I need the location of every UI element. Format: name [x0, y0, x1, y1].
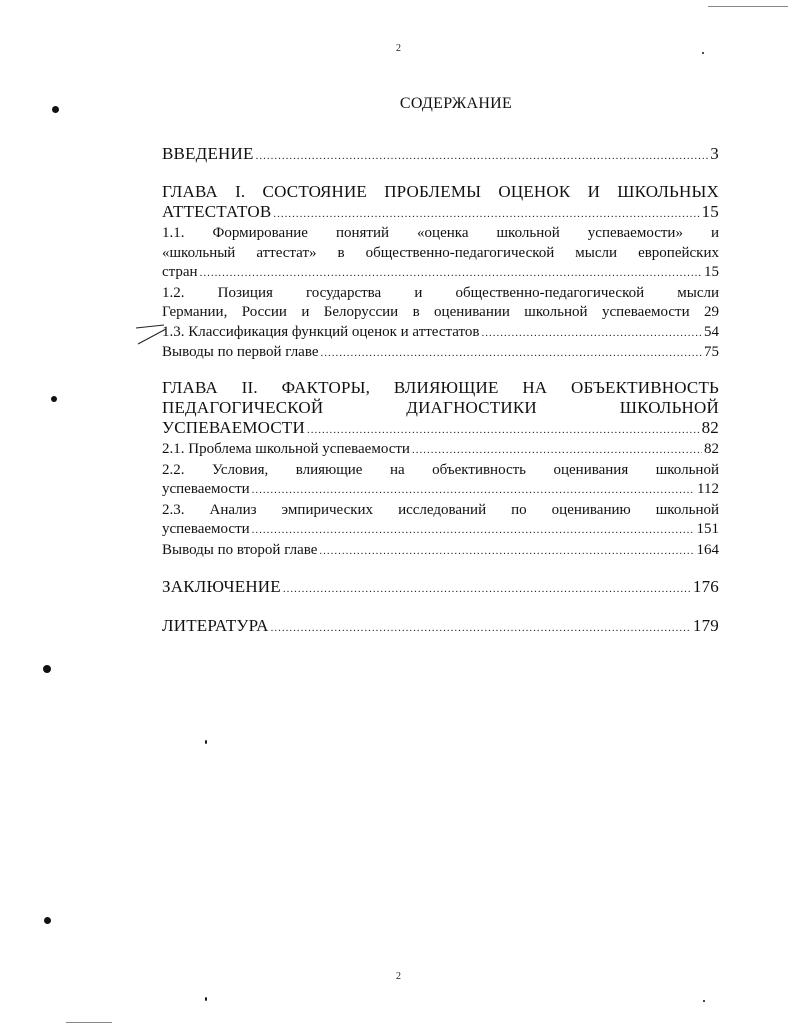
toc-page: 82 [701, 418, 719, 437]
leader-dots [256, 146, 709, 166]
scan-line [66, 1022, 112, 1023]
toc-label: Выводы по первой главе [162, 344, 319, 360]
toc-label: ВВЕДЕНИЕ [162, 144, 254, 163]
toc-entry-chapter-1-conclusions [162, 343, 719, 364]
leader-dots [200, 264, 702, 284]
toc-entry-chapter-2 [162, 418, 719, 440]
toc-label: АТТЕСТАТОВ [162, 202, 272, 221]
toc-page: 112 [697, 481, 719, 497]
leader-dots [283, 579, 691, 599]
toc-literature [162, 616, 719, 638]
scan-line [708, 6, 788, 7]
section-1-1-line2: «школьный аттестат» в общественно-педагогической мысли европейских [162, 244, 719, 261]
section-1-2-line1: 1.2. Позиция государства и общественно-педагогической мысли [162, 284, 719, 301]
toc-chapter-1 [162, 182, 719, 364]
leader-dots [319, 542, 694, 562]
toc-intro [162, 144, 719, 166]
toc-page: 75 [704, 344, 719, 360]
scan-speck [205, 740, 207, 744]
toc-entry-section-1-3 [162, 323, 719, 344]
toc-entry-literature [162, 616, 719, 638]
toc-page: 164 [696, 541, 719, 558]
toc-label: УСПЕВАЕМОСТИ [162, 418, 305, 437]
toc-entry-section-1-1 [162, 263, 719, 284]
toc-label: ЛИТЕРАТУРА [162, 616, 269, 635]
scan-speck [702, 52, 704, 54]
leader-dots [321, 344, 703, 364]
page-number-bottom: 2 [396, 971, 401, 982]
toc-label: ЗАКЛЮЧЕНИЕ [162, 577, 281, 596]
toc-entry-section-2-1 [162, 440, 719, 461]
section-2-3-line1: 2.3. Анализ эмпирических исследований по оцениванию школьной [162, 501, 719, 518]
scan-speck [51, 396, 57, 402]
section-2-2-line1: 2.2. Условия, влияющие на объективность оценивания школьной [162, 461, 719, 478]
toc-entry-conclusion [162, 577, 719, 599]
toc-label: успеваемости [162, 481, 250, 497]
toc-page: 179 [692, 616, 719, 635]
chapter-2-title-line2: ПЕДАГОГИЧЕСКОЙ ДИАГНОСТИКИ ШКОЛЬНОЙ [162, 398, 719, 417]
toc-entry-intro [162, 144, 719, 166]
toc-page: 3 [710, 144, 719, 163]
scan-speck [52, 106, 59, 113]
toc-page: 15 [701, 202, 719, 221]
toc-page: 82 [704, 441, 719, 457]
page-number-top: 2 [396, 43, 401, 54]
section-1-2-line2: Германии, России и Белоруссии в оценивании школьной успеваемости 29 [162, 304, 719, 320]
chapter-2-title-line1: ГЛАВА II. ФАКТОРЫ, ВЛИЯЮЩИЕ НА ОБЪЕКТИВНОСТЬ [162, 378, 719, 397]
page-title: СОДЕРЖАНИЕ [399, 95, 513, 112]
toc-label: успеваемости [162, 521, 250, 537]
toc-label: стран [162, 264, 198, 280]
leader-dots [252, 521, 695, 541]
toc-chapter-2 [162, 378, 719, 561]
scan-speck [44, 917, 51, 924]
toc-page: 151 [696, 521, 719, 537]
section-1-1-line1: 1.1. Формирование понятий «оценка школьной успеваемости» и [162, 225, 719, 241]
toc-label: 2.1. Проблема школьной успеваемости [162, 441, 410, 457]
scan-speck [205, 997, 207, 1001]
toc-conclusion [162, 577, 719, 599]
toc-entry-chapter-2-conclusions [162, 541, 719, 562]
leader-dots [307, 420, 700, 440]
toc-label: Выводы по второй главе [162, 541, 318, 558]
leader-dots [273, 204, 699, 224]
toc-entry-section-2-3 [162, 520, 719, 541]
scan-speck [703, 1000, 705, 1002]
toc-entry-chapter-1 [162, 202, 719, 224]
toc-page: 176 [692, 577, 719, 596]
toc-page: 54 [704, 323, 719, 340]
scan-speck [43, 665, 51, 673]
toc-label: 1.3. Классификация функций оценок и аттестатов [162, 323, 480, 340]
pen-mark [134, 322, 170, 348]
leader-dots [481, 324, 702, 344]
toc-entry-section-2-2 [162, 480, 719, 501]
toc-page: 15 [704, 264, 719, 280]
leader-dots [412, 441, 702, 461]
leader-dots [271, 618, 691, 638]
leader-dots [252, 481, 695, 501]
chapter-1-title-line1: ГЛАВА I. СОСТОЯНИЕ ПРОБЛЕМЫ ОЦЕНОК И ШКОЛЬНЫХ [162, 182, 719, 201]
